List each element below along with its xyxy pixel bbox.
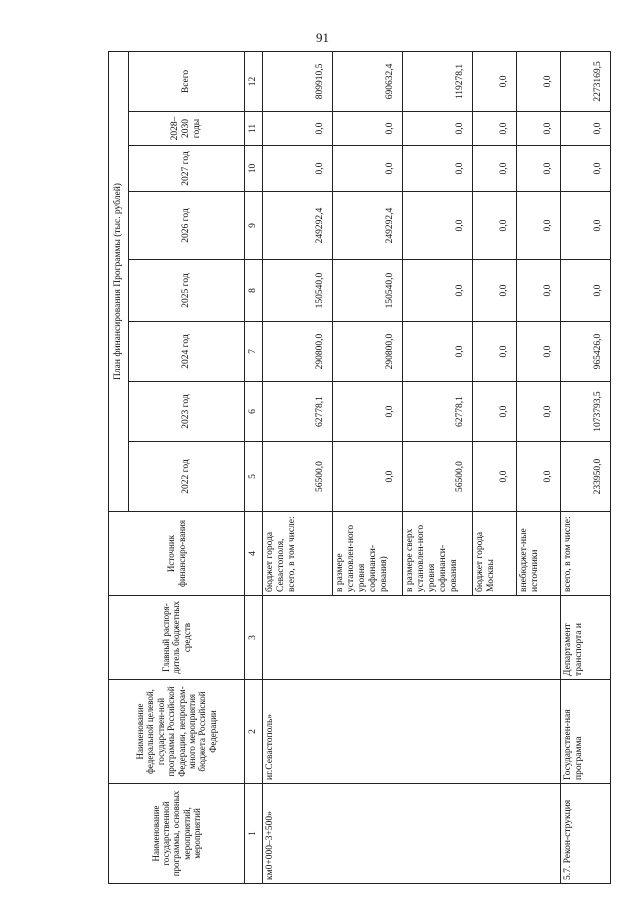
federal-program-name: Государствен-ная программа [561,680,611,784]
column-number: 8 [245,260,263,322]
value-cell: 690632,4 [333,51,403,111]
value-cell: 249292,4 [333,192,403,260]
measure-name: 5.7. Рекон-струкция [561,784,611,884]
header-program-name: Наименование государственной программы, основных мероприятий, мероприятий [109,784,245,884]
federal-program-name: иг.Севастополь» [263,680,561,784]
funding-source: в размере сверх установлен-ного уровня софинанси-рования [403,512,473,596]
column-number: 1 [245,784,263,884]
header-year: 2026 год [129,192,245,260]
funding-source: в размере установлен-ного уровня софинанси-рования) [333,512,403,596]
value-cell: 249292,4 [263,192,333,260]
value-cell: 0,0 [473,192,517,260]
value-cell: 0,0 [473,260,517,322]
financing-table-rotated [108,52,616,884]
budget-manager [263,596,561,680]
column-number: 9 [245,192,263,260]
value-cell: 0,0 [561,146,611,192]
value-cell: 0,0 [561,260,611,322]
funding-source: бюджет города Севастополя, всего, в том числе: [263,512,333,596]
column-number: 4 [245,512,263,596]
header-year: 2024 год [129,322,245,382]
column-number: 11 [245,112,263,146]
value-cell: 0,0 [333,382,403,442]
value-cell: 0,0 [517,260,561,322]
column-number: 2 [245,680,263,784]
value-cell: 290800,0 [263,322,333,382]
value-cell: 62778,1 [403,382,473,442]
column-number: 5 [245,442,263,512]
value-cell: 0,0 [517,112,561,146]
value-cell: 0,0 [403,322,473,382]
value-cell: 0,0 [263,112,333,146]
funding-source: всего, в том числе: [561,512,611,596]
value-cell: 0,0 [517,442,561,512]
value-cell: 0,0 [473,112,517,146]
header-year: 2028–2030 годы [129,112,245,146]
header-total: Всего [129,51,245,111]
funding-source: внебюджет-ные источники [517,512,561,596]
value-cell: 0,0 [473,382,517,442]
value-cell: 965426,0 [561,322,611,382]
header-year: 2025 год [129,260,245,322]
value-cell: 0,0 [403,112,473,146]
value-cell: 0,0 [517,192,561,260]
value-cell: 0,0 [561,112,611,146]
value-cell: 0,0 [517,51,561,111]
value-cell: 56500,0 [403,442,473,512]
header-financing-plan: План финансирования Программы (тыс. рублей) [109,51,129,511]
value-cell: 150540,0 [263,260,333,322]
column-number: 7 [245,322,263,382]
value-cell: 0,0 [263,146,333,192]
column-number-row [245,51,263,883]
rotated-table-area [108,52,616,884]
financing-table [108,51,611,884]
value-cell: 0,0 [561,192,611,260]
column-number: 6 [245,382,263,442]
value-cell: 0,0 [333,442,403,512]
value-cell: 0,0 [333,146,403,192]
table-row [263,51,333,883]
value-cell: 809910,5 [263,51,333,111]
header-year: 2023 год [129,382,245,442]
column-number: 12 [245,51,263,111]
column-number: 3 [245,596,263,680]
table-row [561,51,611,883]
header-year: 2022 год [129,442,245,512]
value-cell: 62778,1 [263,382,333,442]
header-federal-program: Наименование федеральной целевой, государствен-ной программы Российской Федерации, непрограм-много мероприятия бюджета Российской Федерации [109,680,245,784]
value-cell: 0,0 [473,442,517,512]
value-cell: 0,0 [517,146,561,192]
value-cell: 233950,0 [561,442,611,512]
value-cell: 150540,0 [333,260,403,322]
measure-name: км0+000–3+500» [263,784,561,884]
value-cell: 290800,0 [333,322,403,382]
page-number: 91 [316,30,329,45]
value-cell: 0,0 [333,112,403,146]
value-cell: 0,0 [403,146,473,192]
value-cell: 0,0 [517,382,561,442]
value-cell: 1073793,5 [561,382,611,442]
value-cell: 0,0 [403,260,473,322]
column-number: 10 [245,146,263,192]
value-cell: 2273169,5 [561,51,611,111]
header-funding-source: Источник финансиро-вания [109,512,245,596]
value-cell: 56500,0 [263,442,333,512]
budget-manager: Департамент транспорта и [561,596,611,680]
value-cell: 0,0 [517,322,561,382]
funding-source: бюджет города Москвы [473,512,517,596]
value-cell: 0,0 [473,146,517,192]
value-cell: 0,0 [403,192,473,260]
value-cell: 0,0 [473,51,517,111]
value-cell: 119278,1 [403,51,473,111]
header-budget-manager: Главный распоря-дитель бюджетных средств [109,596,245,680]
header-year: 2027 год [129,146,245,192]
value-cell: 0,0 [473,322,517,382]
